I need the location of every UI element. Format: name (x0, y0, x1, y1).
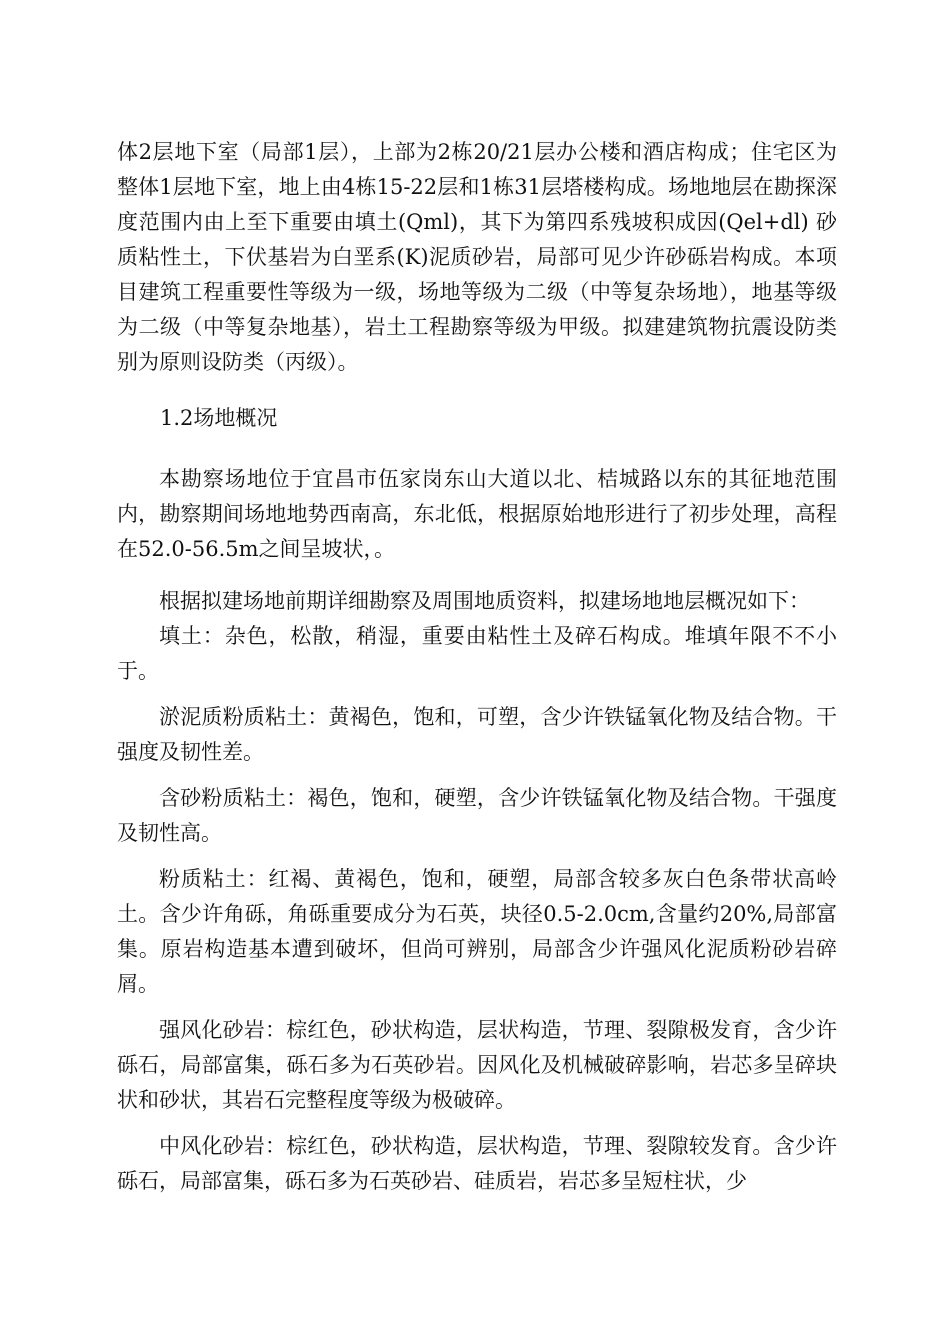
paragraph-fill-soil: 填土：杂色，松散，稍湿，重要由粘性土及碎石构成。堆填年限不不小于。 (117, 624, 837, 683)
paragraph-strata-overview: 根据拟建场地前期详细勘察及周围地质资料，拟建场地地层概况如下： (159, 589, 810, 613)
paragraph-moderately-weathered-sandstone: 中风化砂岩：棕红色，砂状构造，层状构造，节理、裂隙较发育。含少许砾石，局部富集，砾石多为石英砂岩、硅质岩，岩芯多呈短柱状，少 (117, 1134, 837, 1193)
paragraph-silty-clay-red: 粉质粘土：红褐、黄褐色，饱和，硬塑，局部含较多灰白色条带状高岭土。含少许角砾，角砾重要成分为石英，块径0.5-2.0cm,含量约20%,局部富集。原岩构造基本遭到破坏，但尚可辨别，局部含少许强风化泥质粉砂岩碎屑。 (117, 867, 837, 996)
paragraph-site-location: 本勘察场地位于宜昌市伍家岗东山大道以北、桔城路以东的其征地范围内，勘察期间场地地势西南高，东北低，根据原始地形进行了初步处理，高程在52.0-56.5m之间呈坡状，。 (117, 467, 837, 561)
paragraph-sandy-silty-clay: 含砂粉质粘土：褐色，饱和，硬塑，含少许铁锰氧化物及结合物。干强度及韧性高。 (117, 786, 837, 845)
paragraph-strongly-weathered-sandstone: 强风化砂岩：棕红色，砂状构造，层状构造，节理、裂隙极发育，含少许砾石，局部富集，砾石多为石英砂岩。因风化及机械破碎影响，岩芯多呈碎块状和砂状，其岩石完整程度等级为极破碎。 (117, 1018, 837, 1112)
paragraph-project-intro: 体2层地下室（局部1层），上部为2栋20/21层办公楼和酒店构成；住宅区为整体1层地下室，地上由4栋15-22层和1栋31层塔楼构成。场地地层在勘探深度范围内由上至下重要由填土(Qml)，其下为第四系残坡积成因(Qel+dl) 砂质粘性土，下伏基岩为白垩系(K)泥质砂岩，局部可见少许砂砾岩构成。本项目建筑工程重要性等级为一级，场地等级为二级（中等复杂场地），地基等级为二级（中等复杂地基），岩土工程勘察等级为甲级。拟建建筑物抗震设防类别为原则设防类（丙级）。 (117, 140, 837, 374)
paragraph-silty-clay: 淤泥质粉质粘土：黄褐色，饱和，可塑，含少许铁锰氧化物及结合物。干强度及韧性差。 (117, 705, 837, 764)
section-heading-site-overview: 1.2场地概况 (160, 406, 278, 430)
